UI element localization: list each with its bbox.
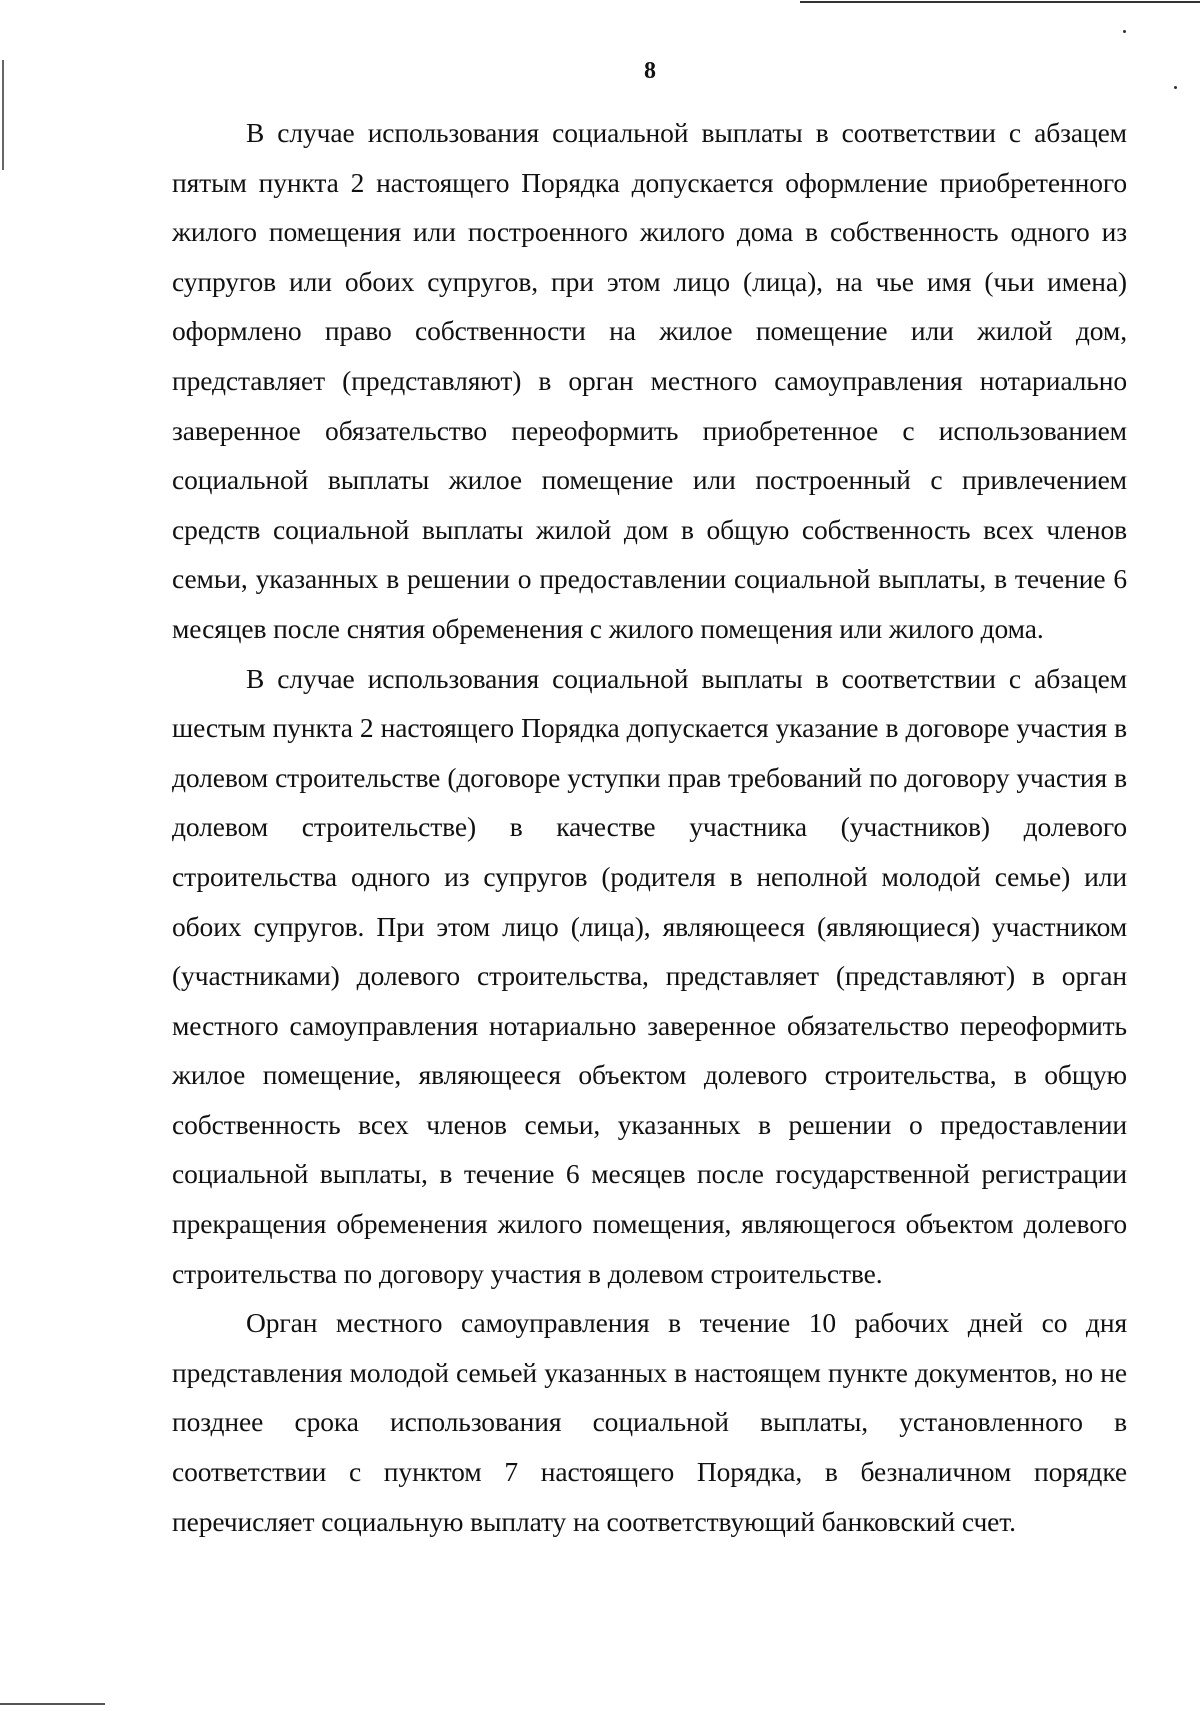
paragraph-shared-construction: В случае использования социальной выплаты в соответствии с абзацем шестым пункта 2 настоящего Порядка допускается указание в договоре участия в долевом строительстве (договоре уступки прав требований по договору участия в долевом строительстве) в качестве участника (участников) долевого строительства одного из супругов (родителя в неполной молодой семье) или обоих супругов. При этом лицо (лица), являющееся (являющиеся) участником (участниками) долевого строительства, представляет (представляют) в орган местного самоуправления нотариально заверенное обязательство переоформить жилое помещение, являющееся объектом долевого строительства, в общую собственность всех членов семьи, указанных в решении о предоставлении социальной выплаты, в течение 6 месяцев после государственной регистрации прекращения обременения жилого помещения, являющегося объектом долевого строительства по договору участия в долевом строительстве.	[172, 662, 1127, 1289]
paragraph-ownership-registration: В случае использования социальной выплаты в соответствии с абзацем пятым пункта 2 настоящего Порядка допускается оформление приобретенного жилого помещения или построенного жилого дома в собственность одного из супругов или обоих супругов, при этом лицо (лица), на чье имя (чьи имена) оформлено право собственности на жилое помещение или жилой дом, представляет (представляют) в орган местного самоуправления нотариально заверенное обязательство переоформить приобретенное с использованием социальной выплаты жилое помещение или построенный с привлечением средств социальной выплаты жилой дом в общую собственность всех членов семьи, указанных в решении о предоставлении социальной выплаты, в течение 6 месяцев после снятия обременения с жилого помещения или жилого дома.	[172, 117, 1127, 644]
scan-speck	[1123, 30, 1126, 33]
page-number: 8	[644, 58, 656, 84]
scan-edge-bottom	[0, 1703, 105, 1705]
scan-edge-top	[800, 1, 1200, 3]
scan-speck	[1174, 86, 1177, 89]
document-body	[172, 108, 1127, 1546]
paragraph-payment-transfer: Орган местного самоуправления в течение 10 рабочих дней со дня представления молодой семьей указанных в настоящем пункте документов, но не позднее срока использования социальной выплаты, установленного в соответствии с пунктом 7 настоящего Порядка, в безналичном порядке перечисляет социальную выплату на соответствующий банковский счет.	[172, 1307, 1127, 1537]
